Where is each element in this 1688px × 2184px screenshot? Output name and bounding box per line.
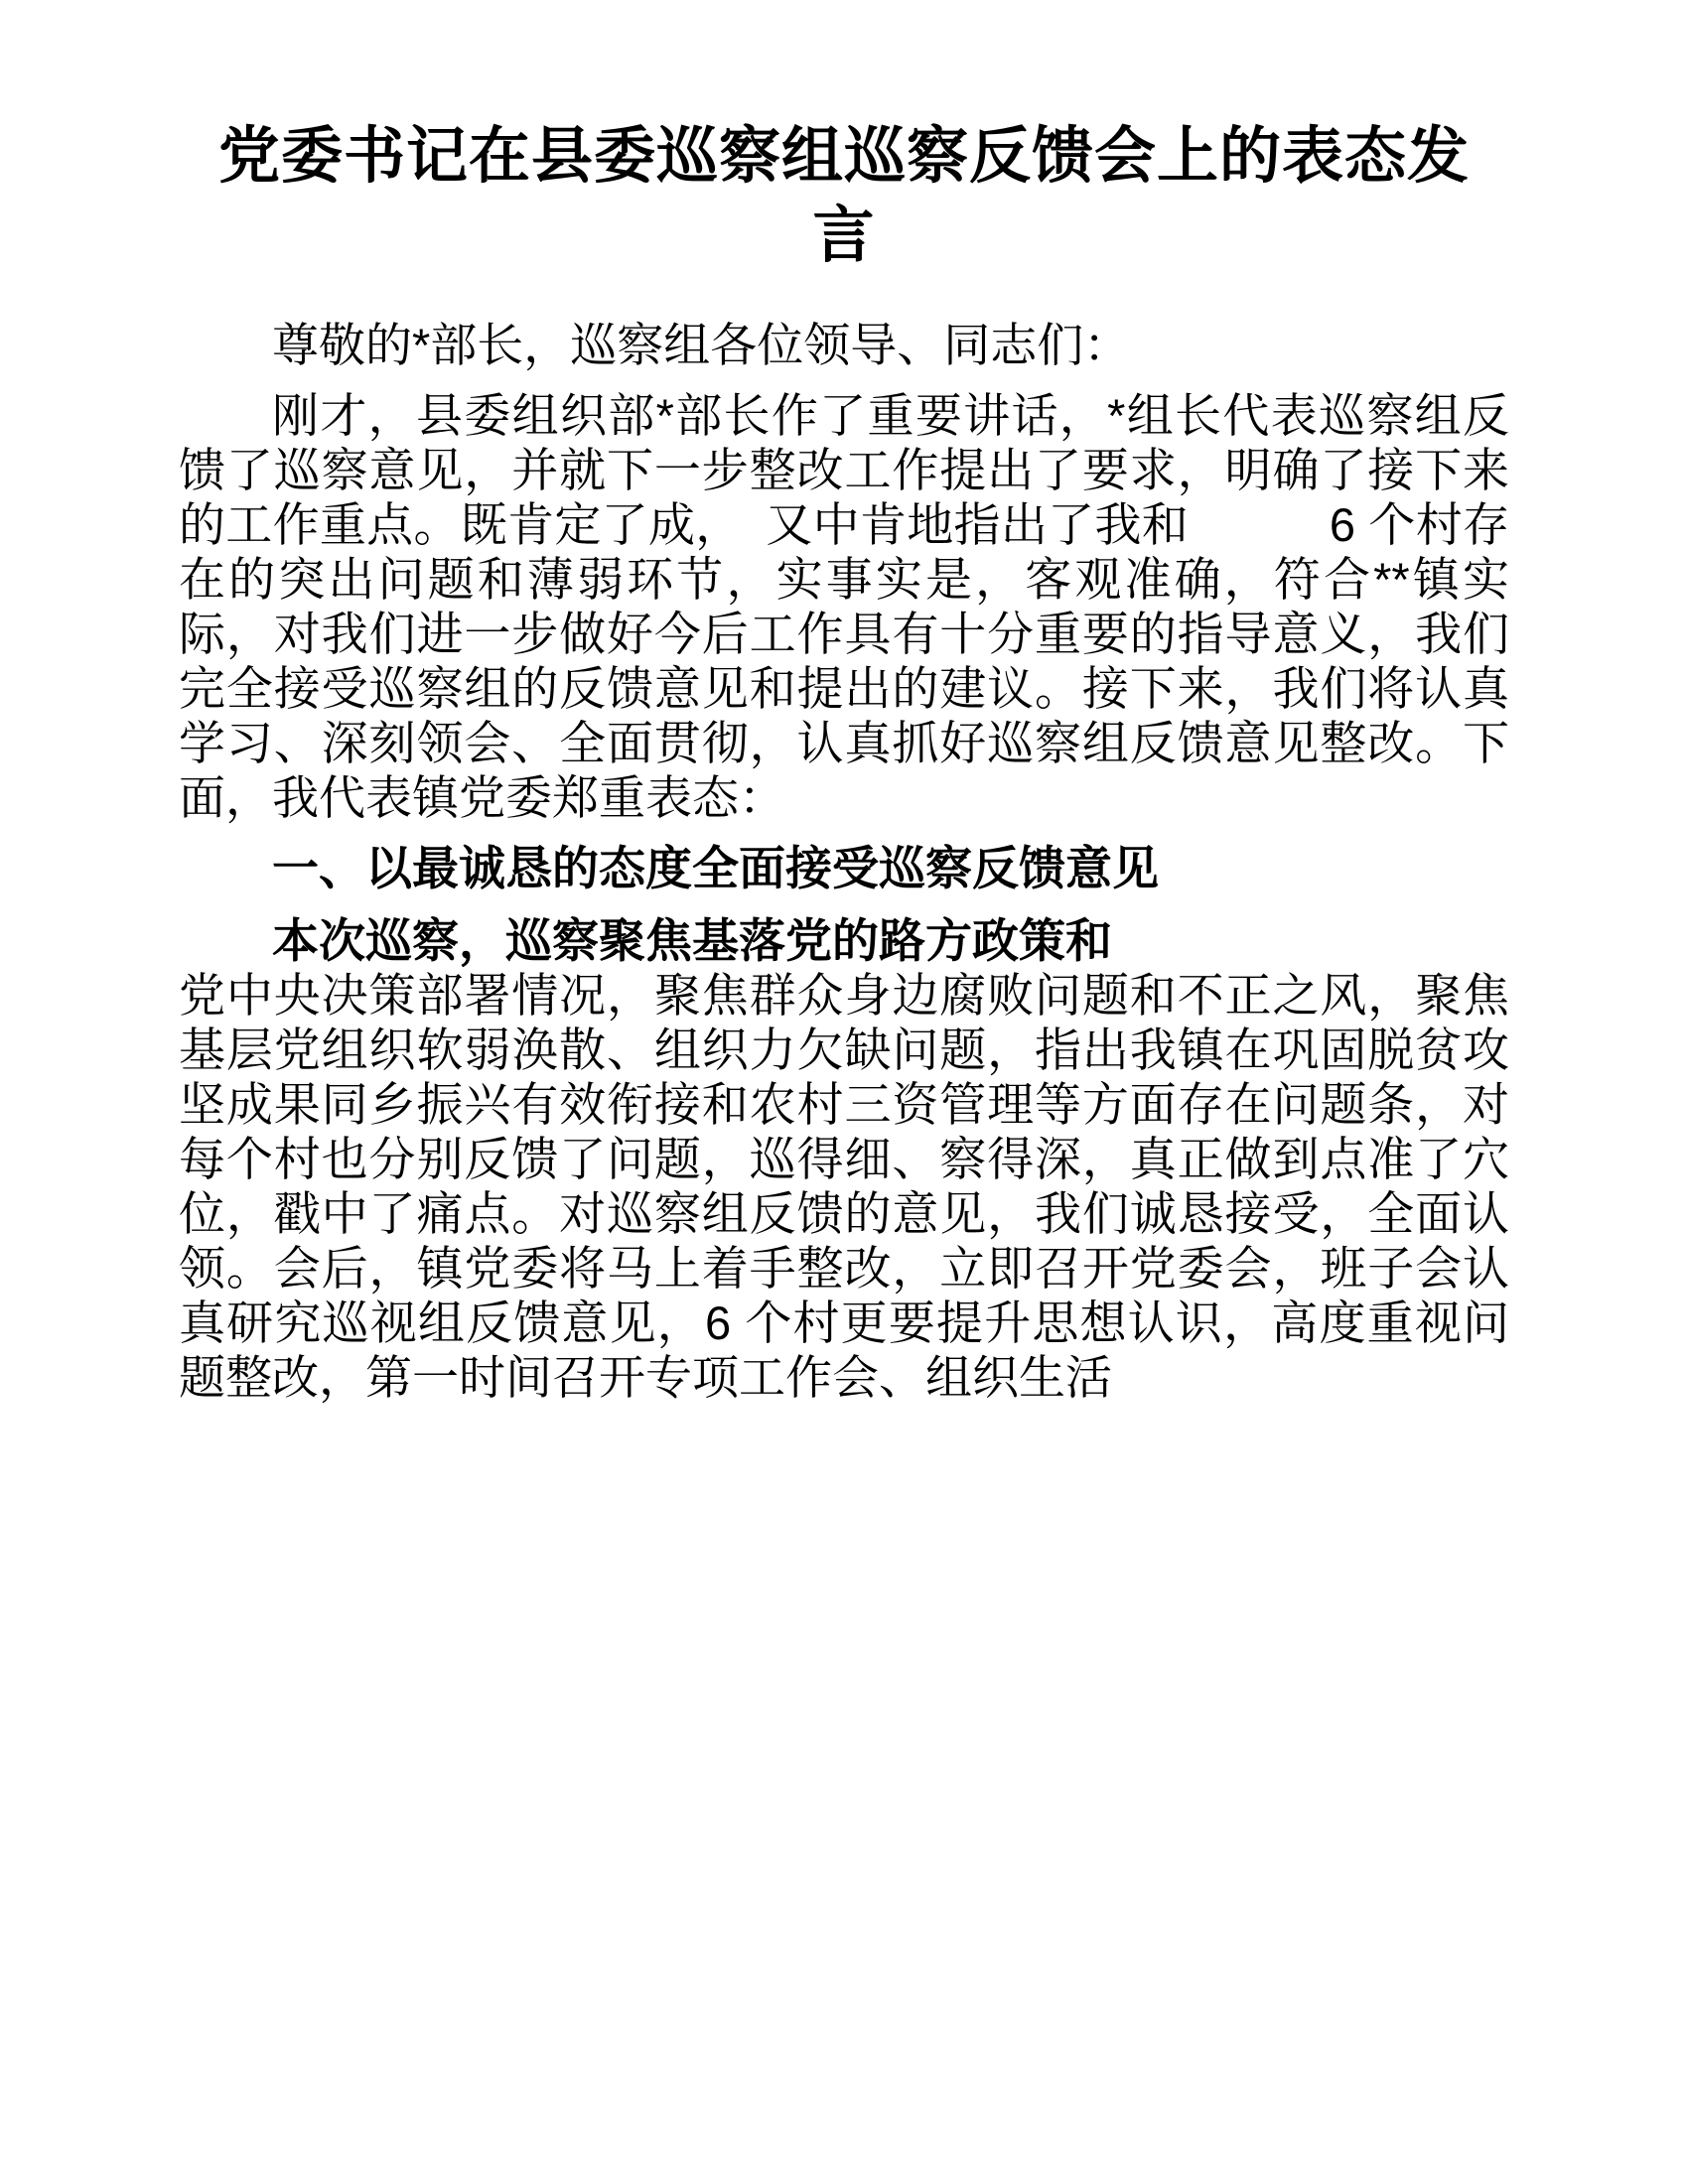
section-heading-1: 一、以最诚恳的态度全面接受巡察反馈意见 — [272, 842, 1159, 894]
section-paragraph-rest: 党中央决策部署情况，聚焦群众身边腐败问题和不正之风，聚焦基层党组织软弱涣散、组织力欠缺问题，指出我镇在巩固脱贫攻坚成果同乡振兴有效衔接和农村三资管理等方面存在问题条，对每个村也分别反馈了问题，巡得细、察得深，真正做到点准了穴位，戳中了痛点。对巡察组反馈的意见，我们诚恳接受，全面认领。会后，镇党委将马上着手整改，立即召开党委会，班子会认真研究巡视组反馈意见，6 个村更要提升思想认识，高度重视问题整改，第一时间召开专项工作会、组织生活 — [179, 969, 1509, 1404]
document-title: 党委书记在县委巡察组巡察反馈会上的表态发言 — [217, 122, 1470, 270]
intro-paragraph: 刚才，县委组织部*部长作了重要讲话，*组长代表巡察组反馈了巡察意见，并就下一步整改工作提出了要求，明确了接下来的工作重点。既肯定了成， 又中肯地指出了我和 6 个村存在的突出问题和薄弱环节，实事实是，客观准确，符合**镇实际，对我们进一步做好今后工作具有十分重要的指导意义，我们完全接受巡察组的反馈意见和提出的建议。接下来，我们将认真学习、深刻领会、全面贯彻，认真抓好巡察组反馈意见整改。下面，我代表镇党委郑重表态： — [179, 389, 1509, 824]
salutation-paragraph: 尊敬的*部长，巡察组各位领导、同志们： — [272, 319, 1131, 371]
section-paragraph — [179, 913, 1509, 1405]
section-paragraph-lead: 本次巡察，巡察聚焦基落党的路方政策和 — [272, 914, 1112, 967]
